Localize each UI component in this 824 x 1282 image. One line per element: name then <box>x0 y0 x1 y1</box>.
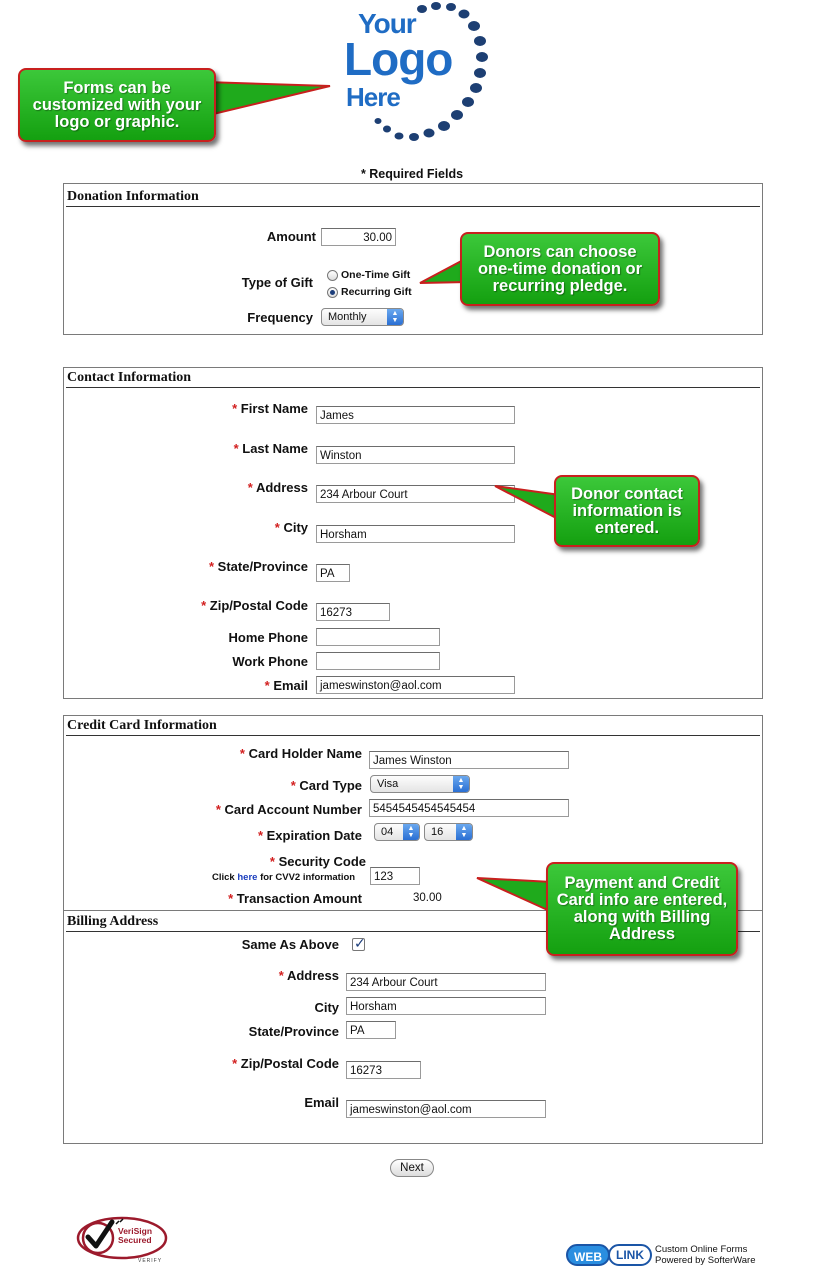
card-holder-label: * Card Holder Name <box>239 746 362 761</box>
city-input[interactable]: Horsham <box>316 525 515 543</box>
billing-zip-label: * Zip/Postal Code <box>232 1056 339 1071</box>
billing-state-input[interactable]: PA <box>346 1021 396 1039</box>
cvv-help-text: Click here for CVV2 information <box>212 872 356 883</box>
weblink-link-badge: LINK <box>608 1244 652 1266</box>
recurring-gift-radio[interactable] <box>327 287 338 298</box>
weblink-tagline: Custom Online Forms Powered by SofterWare <box>655 1244 756 1266</box>
expiration-year-value: 16 <box>431 826 444 838</box>
last-name-label: * Last Name <box>233 441 308 456</box>
credit-card-divider <box>66 735 760 736</box>
select-arrows-icon: ▲ ▼ <box>387 309 403 325</box>
donation-section-title: Donation Information <box>67 189 199 204</box>
callout-logo: Forms can be customized with your logo or graphic. <box>18 68 216 142</box>
expiration-month-value: 04 <box>381 826 394 838</box>
transaction-amount-value: 30.00 <box>413 892 442 904</box>
billing-section-title: Billing Address <box>67 914 159 929</box>
frequency-label: Frequency <box>247 310 313 325</box>
card-account-input[interactable]: 5454545454545454 <box>369 799 569 817</box>
billing-state-label: State/Province <box>248 1024 339 1039</box>
card-account-label: * Card Account Number <box>215 802 362 817</box>
frequency-select[interactable] <box>321 308 404 326</box>
billing-email-input[interactable]: jameswinston@aol.com <box>346 1100 546 1118</box>
address-label: * Address <box>247 480 308 495</box>
company-logo <box>330 0 500 150</box>
work-phone-label: Work Phone <box>232 654 308 669</box>
last-name-input[interactable]: Winston <box>316 446 515 464</box>
callout-gift-type: Donors can choose one-time donation or recurring pledge. <box>460 232 660 306</box>
callout-contact: Donor contact information is entered. <box>554 475 700 547</box>
address-input[interactable]: 234 Arbour Court <box>316 485 515 503</box>
email-label: * Email <box>264 678 308 693</box>
billing-city-label: City <box>314 1000 339 1015</box>
select-arrows-icon: ▲ ▼ <box>456 824 472 840</box>
callout-payment: Payment and Credit Card info are entered, along with Billing Address <box>546 862 738 956</box>
home-phone-label: Home Phone <box>228 630 308 645</box>
billing-address-input[interactable]: 234 Arbour Court <box>346 973 546 991</box>
card-type-label: * Card Type <box>290 778 362 793</box>
verisign-badge[interactable] <box>76 1212 172 1268</box>
weblink-logo <box>566 1242 756 1270</box>
contact-section-title: Contact Information <box>67 370 192 385</box>
first-name-input[interactable]: James <box>316 406 515 424</box>
first-name-label: * First Name <box>232 401 308 416</box>
zip-label: * Zip/Postal Code <box>201 598 308 613</box>
security-code-input[interactable]: 123 <box>370 867 420 885</box>
one-time-gift-label[interactable]: One-Time Gift <box>341 269 411 281</box>
card-holder-input[interactable]: James Winston <box>369 751 569 769</box>
one-time-gift-radio[interactable] <box>327 270 338 281</box>
card-type-value: Visa <box>377 778 399 790</box>
weblink-web-badge: WEB <box>566 1244 610 1266</box>
state-label: * State/Province <box>209 559 308 574</box>
transaction-amount-label: * Transaction Amount <box>228 891 362 906</box>
select-arrows-icon: ▲ ▼ <box>403 824 419 840</box>
home-phone-input[interactable] <box>316 628 440 646</box>
billing-zip-input[interactable]: 16273 <box>346 1061 421 1079</box>
expiration-year-select[interactable] <box>424 823 473 841</box>
cvv-help-link[interactable]: here <box>237 872 258 883</box>
same-as-above-label: Same As Above <box>241 937 339 952</box>
expiration-label: * Expiration Date <box>257 828 362 843</box>
expiration-month-select[interactable] <box>374 823 420 841</box>
required-fields-note: * Required Fields <box>360 167 464 181</box>
recurring-gift-label[interactable]: Recurring Gift <box>341 286 412 298</box>
amount-input[interactable]: 30.00 <box>321 228 396 246</box>
work-phone-input[interactable] <box>316 652 440 670</box>
logo-word-here: Here <box>346 82 400 112</box>
credit-card-section-title: Credit Card Information <box>67 718 217 733</box>
donation-divider <box>66 206 760 207</box>
billing-address-label: * Address <box>278 968 339 983</box>
verisign-verify-text: VERIFY <box>138 1258 163 1264</box>
zip-input[interactable]: 16273 <box>316 603 390 621</box>
billing-city-input[interactable]: Horsham <box>346 997 546 1015</box>
frequency-value: Monthly <box>328 311 367 323</box>
billing-email-label: Email <box>304 1095 339 1110</box>
card-type-select[interactable] <box>370 775 470 793</box>
state-input[interactable]: PA <box>316 564 350 582</box>
logo-word-your: Your <box>358 8 416 39</box>
contact-divider <box>66 387 760 388</box>
gift-type-label: Type of Gift <box>241 275 313 290</box>
same-as-above-checkbox[interactable] <box>352 938 365 951</box>
next-button[interactable]: Next <box>390 1159 434 1177</box>
verisign-text: VeriSign Secured <box>118 1226 153 1245</box>
security-code-label: * Security Code <box>269 854 366 869</box>
select-arrows-icon: ▲ ▼ <box>453 776 469 792</box>
amount-label: Amount <box>266 229 316 244</box>
logo-word-logo: Logo <box>344 33 453 85</box>
email-input[interactable]: jameswinston@aol.com <box>316 676 515 694</box>
city-label: * City <box>274 520 308 535</box>
